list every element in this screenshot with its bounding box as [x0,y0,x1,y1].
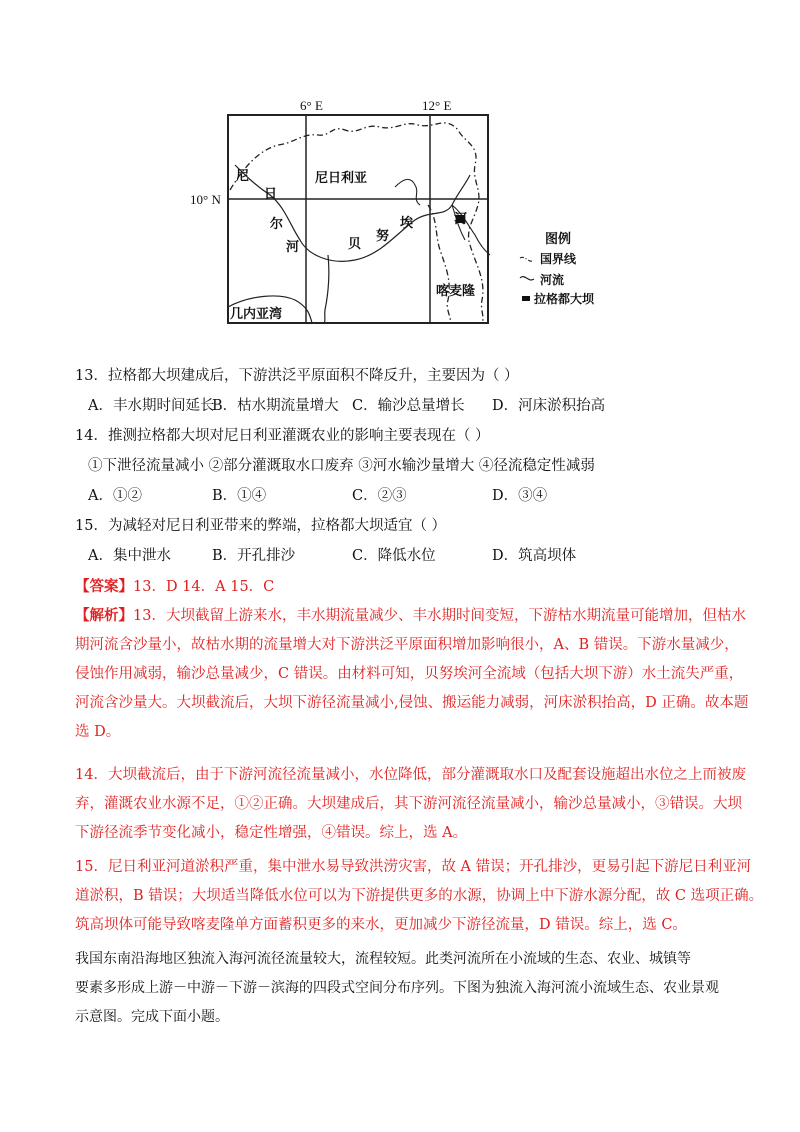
question-15-stem: 15．为减轻对尼日利亚带来的弊端，拉格都大坝适宜（ ） [75,518,447,534]
analysis-15-line-2: 道淤积，B 错误；大坝适当降低水位可以为下游提供更多的水源，协调上中下游水源分配，故 C 选项正确。 [75,888,764,904]
analysis-13-line-5: 选 D。 [75,724,121,740]
legend-river-symbol [520,277,534,280]
intro-line-2: 要素多形成上游－中游－下游－滨海的四段式空间分布序列。下图为独流入海河流小流域生态、农业景观 [75,980,719,996]
label-benue-2: 努 [376,229,390,244]
analysis-13-line-3: 侵蚀作用减弱，输沙总量减少，C 错误。由材料可知，贝努埃河全流域（包括大坝下游）水土流失严重， [75,666,744,682]
q14-option-a: A．①② [88,488,142,504]
analysis-14 [75,761,746,848]
question-14-stem: 14．推测拉格都大坝对尼日利亚灌溉农业的影响主要表现在（ ） [75,428,490,444]
analysis-13-line-2: 期河流含沙量小，故枯水期的流量增大对下游洪泛平原面积增加影响很小，A、B 错误。下游水量减少， [75,637,739,653]
label-niger-1: 尼 [236,169,250,184]
analysis-13-text-1: 13．大坝截留上游来水，丰水期流量减少、丰水期时间变短，下游枯水期流量可能增加，但枯水 [133,608,746,624]
q15-option-c: C．降低水位 [352,548,436,564]
q14-option-b: B．①④ [212,488,267,504]
intro-line-1: 我国东南沿海地区独流入海河流径流量较大，流程较短。此类河流所在小流域的生态、农业、城镇等 [75,951,691,967]
legend-river: 河流 [540,273,565,287]
answer-label: 【答案】 [75,578,133,595]
label-niger-4: 河 [286,240,300,255]
analysis-14-line-3: 下游径流季节变化减小，稳定性增强，④错误。综上，选 A。 [75,825,468,841]
analysis-14-line-1: 14．大坝截流后，由于下游河流径流量减小，水位降低，部分灌溉取水口及配套设施超出水位之上而被废 [75,767,746,783]
q13-option-a: A．丰水期时间延长 [88,398,215,414]
label-benue-1: 贝 [348,237,362,252]
analysis-13-line-1 [75,601,746,631]
answer-text: 13．D 14．A 15．C [133,579,275,595]
question-14-statements: ①下泄径流量减小 ②部分灌溉取水口废弃 ③河水输沙量增大 ④径流稳定性减弱 [88,458,595,474]
niger-river-lower [324,255,329,323]
tributary-1 [395,179,420,205]
border-line-east [428,205,450,323]
q15-option-a: A．集中泄水 [88,548,171,564]
q13-option-c: C．输沙总量增长 [352,398,465,414]
legend-dam-symbol [522,296,530,301]
lat-label-10n: 10° N [190,192,221,207]
map-figure [190,95,610,340]
answer-line [75,575,274,596]
analysis-15 [75,853,764,940]
label-niger-3: 尔 [270,217,284,232]
intro-line-3: 示意图。完成下面小题。 [75,1009,229,1025]
analysis-15-line-3: 筑高坝体可能导致喀麦隆单方面蓄积更多的来水，更加减少下游径流量，D 错误。综上，选 C。 [75,917,687,933]
label-nigeria: 尼日利亚 [315,171,368,186]
analysis-13-line-4: 河流含沙量大。大坝截流后，大坝下游径流量减小,侵蚀、搬运能力减弱，河床淤积抬高，D 正确。故本题 [75,695,749,711]
analysis-label: 【解析】 [75,607,133,624]
label-cameroon: 喀麦隆 [436,284,476,299]
question-13-stem: 13．拉格都大坝建成后，下游洪泛平原面积不降反升，主要因为（ ） [75,368,519,384]
label-benue-4: 河 [454,212,468,227]
legend-dam: 拉格都大坝 [534,292,595,306]
label-gulf: 几内亚湾 [230,307,283,322]
q15-option-b: B．开孔排沙 [212,548,296,564]
label-benue-3: 埃 [400,216,414,231]
lon-label-6e: 6° E [300,98,323,113]
analysis-15-line-1: 15．尼日利亚河道淤积严重，集中泄水易导致洪涝灾害，故 A 错误；开孔排沙，更易引起下游尼日利亚河 [75,859,752,875]
legend-title: 图例 [545,232,572,247]
legend-border: 国界线 [540,252,577,266]
analysis-14-line-2: 弃，灌溉农业水源不足，①②正确。大坝建成后，其下游河流径流量减小，输沙总量减小，③错误。大坝 [75,796,742,812]
legend-border-symbol [520,257,534,261]
q14-option-d: D．③④ [492,488,548,504]
label-niger-2: 日 [264,187,278,202]
analysis-13 [75,601,749,747]
q13-option-b: B．枯水期流量增大 [212,398,339,414]
q15-option-d: D．筑高坝体 [492,548,577,564]
q13-option-d: D．河床淤积抬高 [492,398,606,414]
q14-option-c: C．②③ [352,488,407,504]
intro-passage [75,945,735,1032]
lon-label-12e: 12° E [422,98,452,113]
